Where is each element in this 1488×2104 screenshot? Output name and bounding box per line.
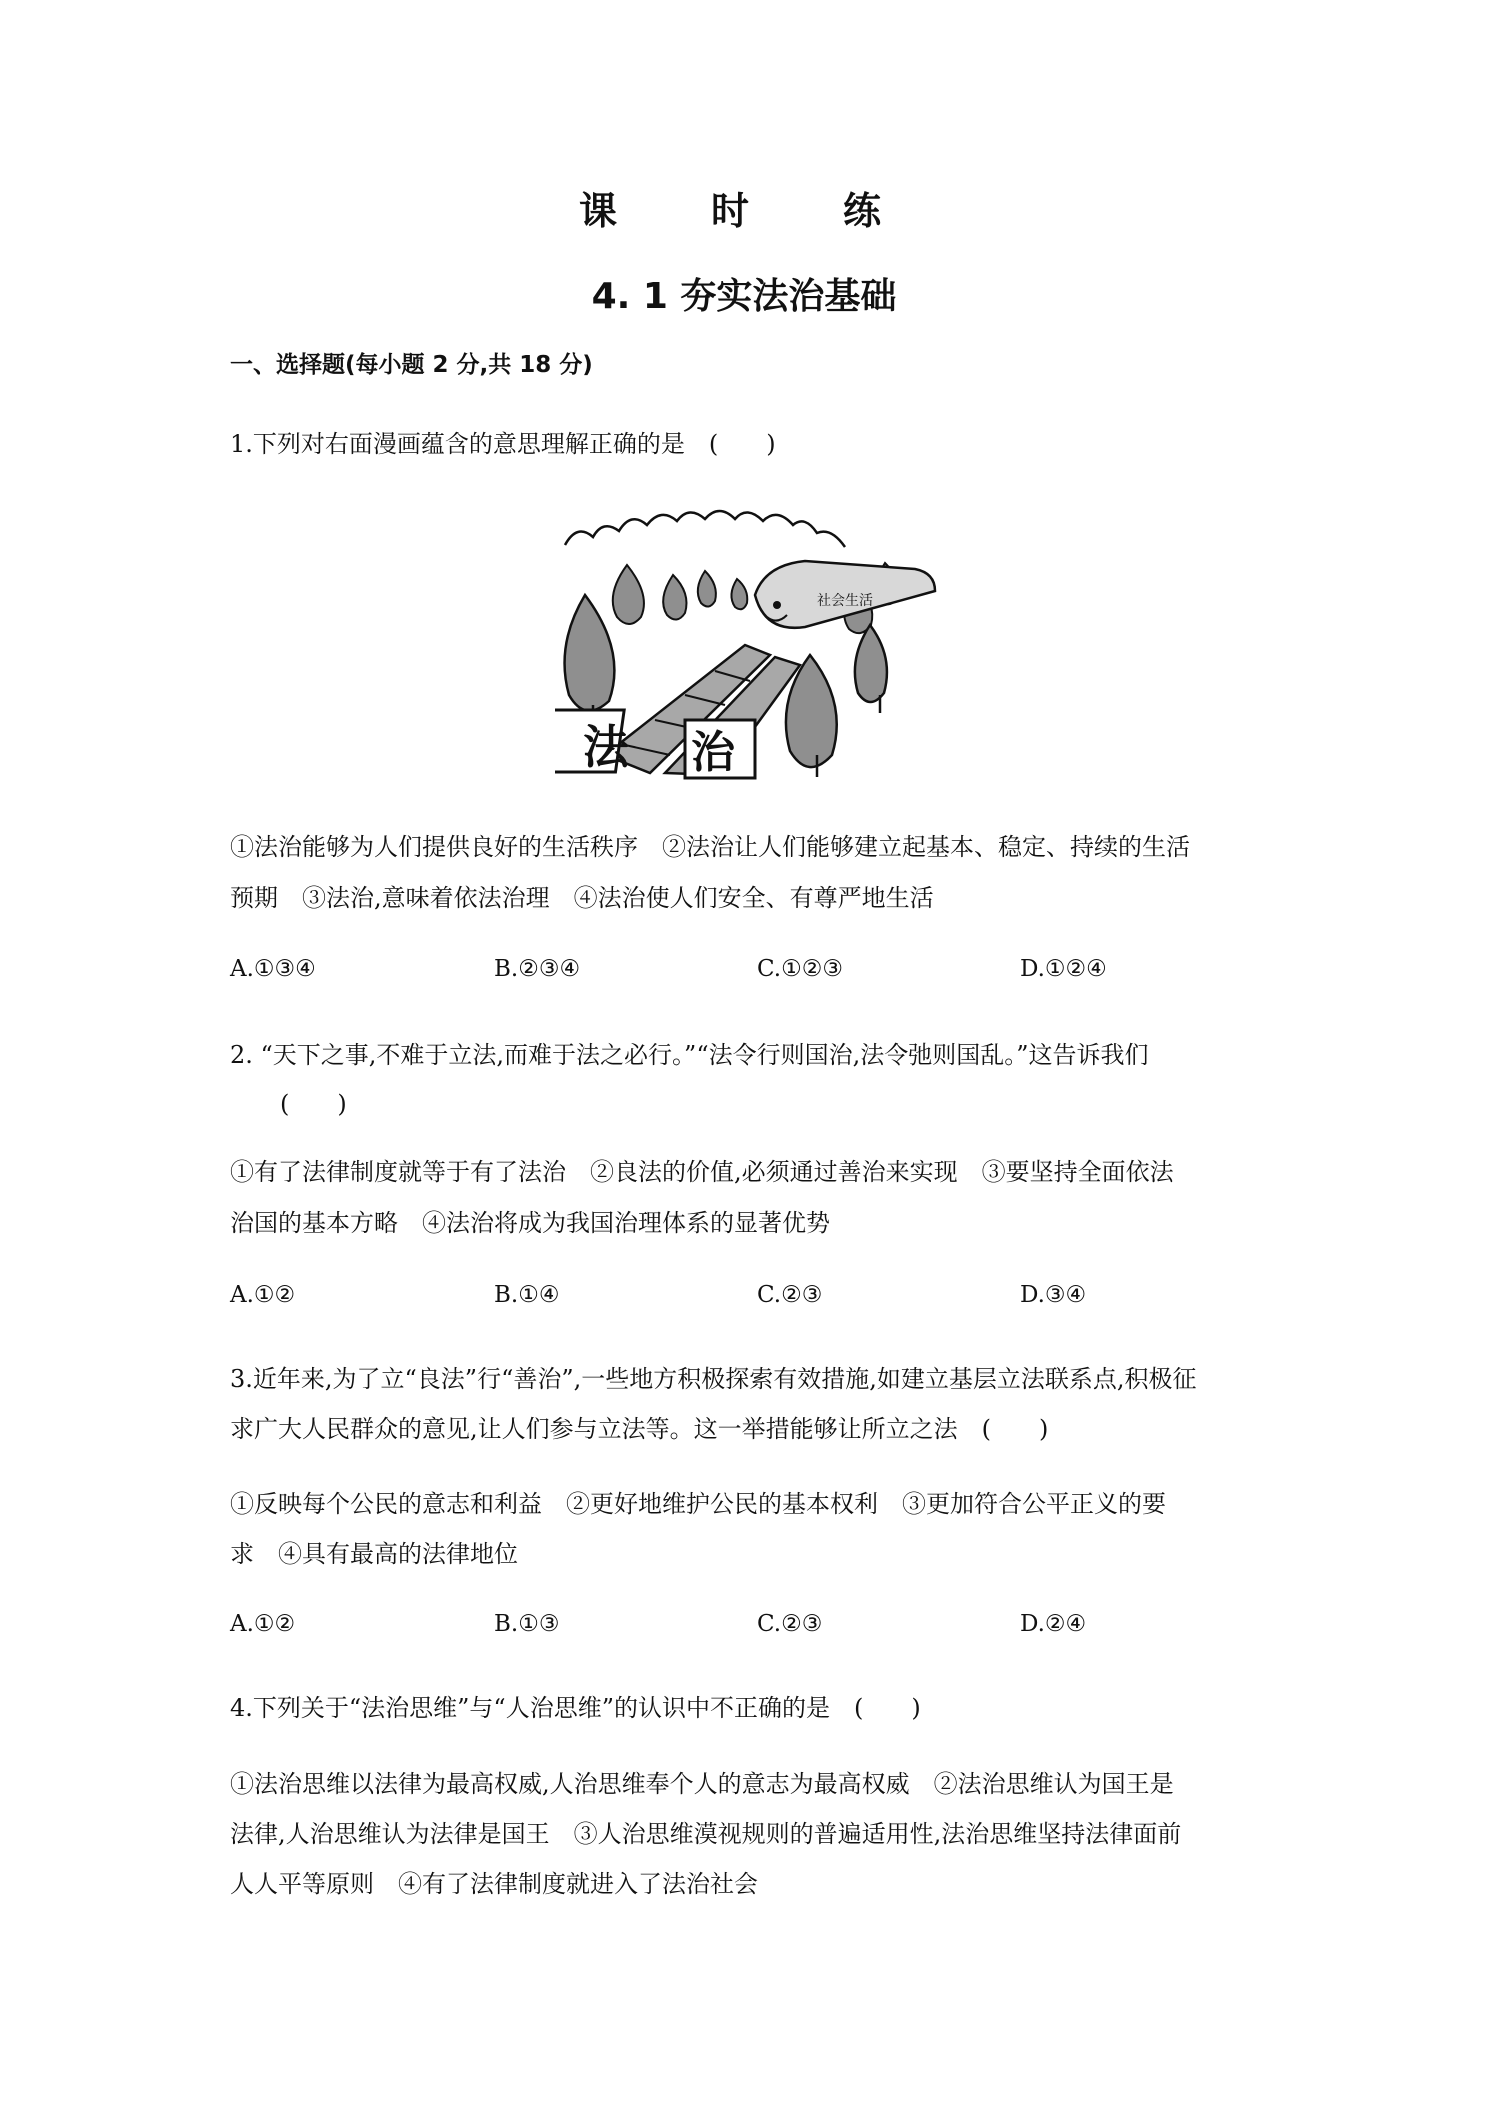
question-3-stem-line-2: 求广大人民群众的意见,让人们参与立法等。这一举措能够让所立之法 ( ): [230, 1415, 1049, 1443]
train-label: 社会生活: [817, 593, 873, 609]
question-4-statements-line-2: 法律,人治思维认为法律是国王 ③人治思维漠视规则的普遍适用性,法治思维坚持法律面前: [230, 1820, 1182, 1848]
question-1-choice-c[interactable]: C.①②③: [757, 956, 843, 982]
lesson-title: 4. 1 夯实法治基础: [591, 276, 897, 317]
question-2-stem-line-2: ( ): [280, 1090, 347, 1118]
question-2-stem-line-1: 2. “天下之事,不难于立法,而难于法之必行。”“法令行则国治,法令弛则国乱。”这告诉我们: [230, 1041, 1149, 1069]
question-3-statements-line-1: ①反映每个公民的意志和利益 ②更好地维护公民的基本权利 ③更加符合公平正义的要: [230, 1490, 1166, 1518]
question-4-stem: 4.下列关于“法治思维”与“人治思维”的认识中不正确的是 ( ): [230, 1694, 921, 1722]
question-1-choice-a[interactable]: A.①③④: [230, 956, 316, 982]
question-2-statements-line-2: 治国的基本方略 ④法治将成为我国治理体系的显著优势: [230, 1209, 830, 1237]
question-3-stem-line-1: 3.近年来,为了立“良法”行“善治”,一些地方积极探索有效措施,如建立基层立法联系点,积极征: [230, 1365, 1197, 1393]
comic-illustration: [555, 505, 945, 789]
question-2-choice-b[interactable]: B.①④: [494, 1282, 560, 1308]
question-2-choice-a[interactable]: A.①②: [230, 1282, 296, 1308]
question-4-statements-line-3: 人人平等原则 ④有了法律制度就进入了法治社会: [230, 1870, 758, 1898]
question-1-choice-b[interactable]: B.②③④: [494, 956, 581, 982]
question-4-statements-line-1: ①法治思维以法律为最高权威,人治思维奉个人的意志为最高权威 ②法治思维认为国王是: [230, 1770, 1174, 1798]
question-1-statements-line-1: ①法治能够为人们提供良好的生活秩序 ②法治让人们能够建立起基本、稳定、持续的生活: [230, 833, 1190, 861]
section-heading: 一、选择题(每小题 2 分,共 18 分): [230, 352, 593, 378]
question-3-choice-b[interactable]: B.①③: [494, 1611, 560, 1637]
page-title: 课 时 练: [578, 189, 909, 233]
question-2-choice-d[interactable]: D.③④: [1020, 1282, 1087, 1308]
question-1-choice-d[interactable]: D.①②④: [1020, 956, 1107, 982]
rail-right-label: 治: [691, 727, 735, 778]
comic-drawing: [555, 505, 945, 785]
question-3-choice-c[interactable]: C.②③: [757, 1611, 823, 1637]
question-3-choice-d[interactable]: D.②④: [1020, 1611, 1087, 1637]
question-2-statements-line-1: ①有了法律制度就等于有了法治 ②良法的价值,必须通过善治来实现 ③要坚持全面依法: [230, 1158, 1174, 1186]
question-3-statements-line-2: 求 ④具有最高的法律地位: [230, 1540, 518, 1568]
question-1-statements-line-2: 预期 ③法治,意味着依法治理 ④法治使人们安全、有尊严地生活: [230, 884, 934, 912]
rail-left-label: 法: [583, 720, 629, 774]
question-1-stem: 1.下列对右面漫画蕴含的意思理解正确的是 ( ): [230, 430, 776, 458]
question-2-choice-c[interactable]: C.②③: [757, 1282, 823, 1308]
question-3-choice-a[interactable]: A.①②: [230, 1611, 296, 1637]
